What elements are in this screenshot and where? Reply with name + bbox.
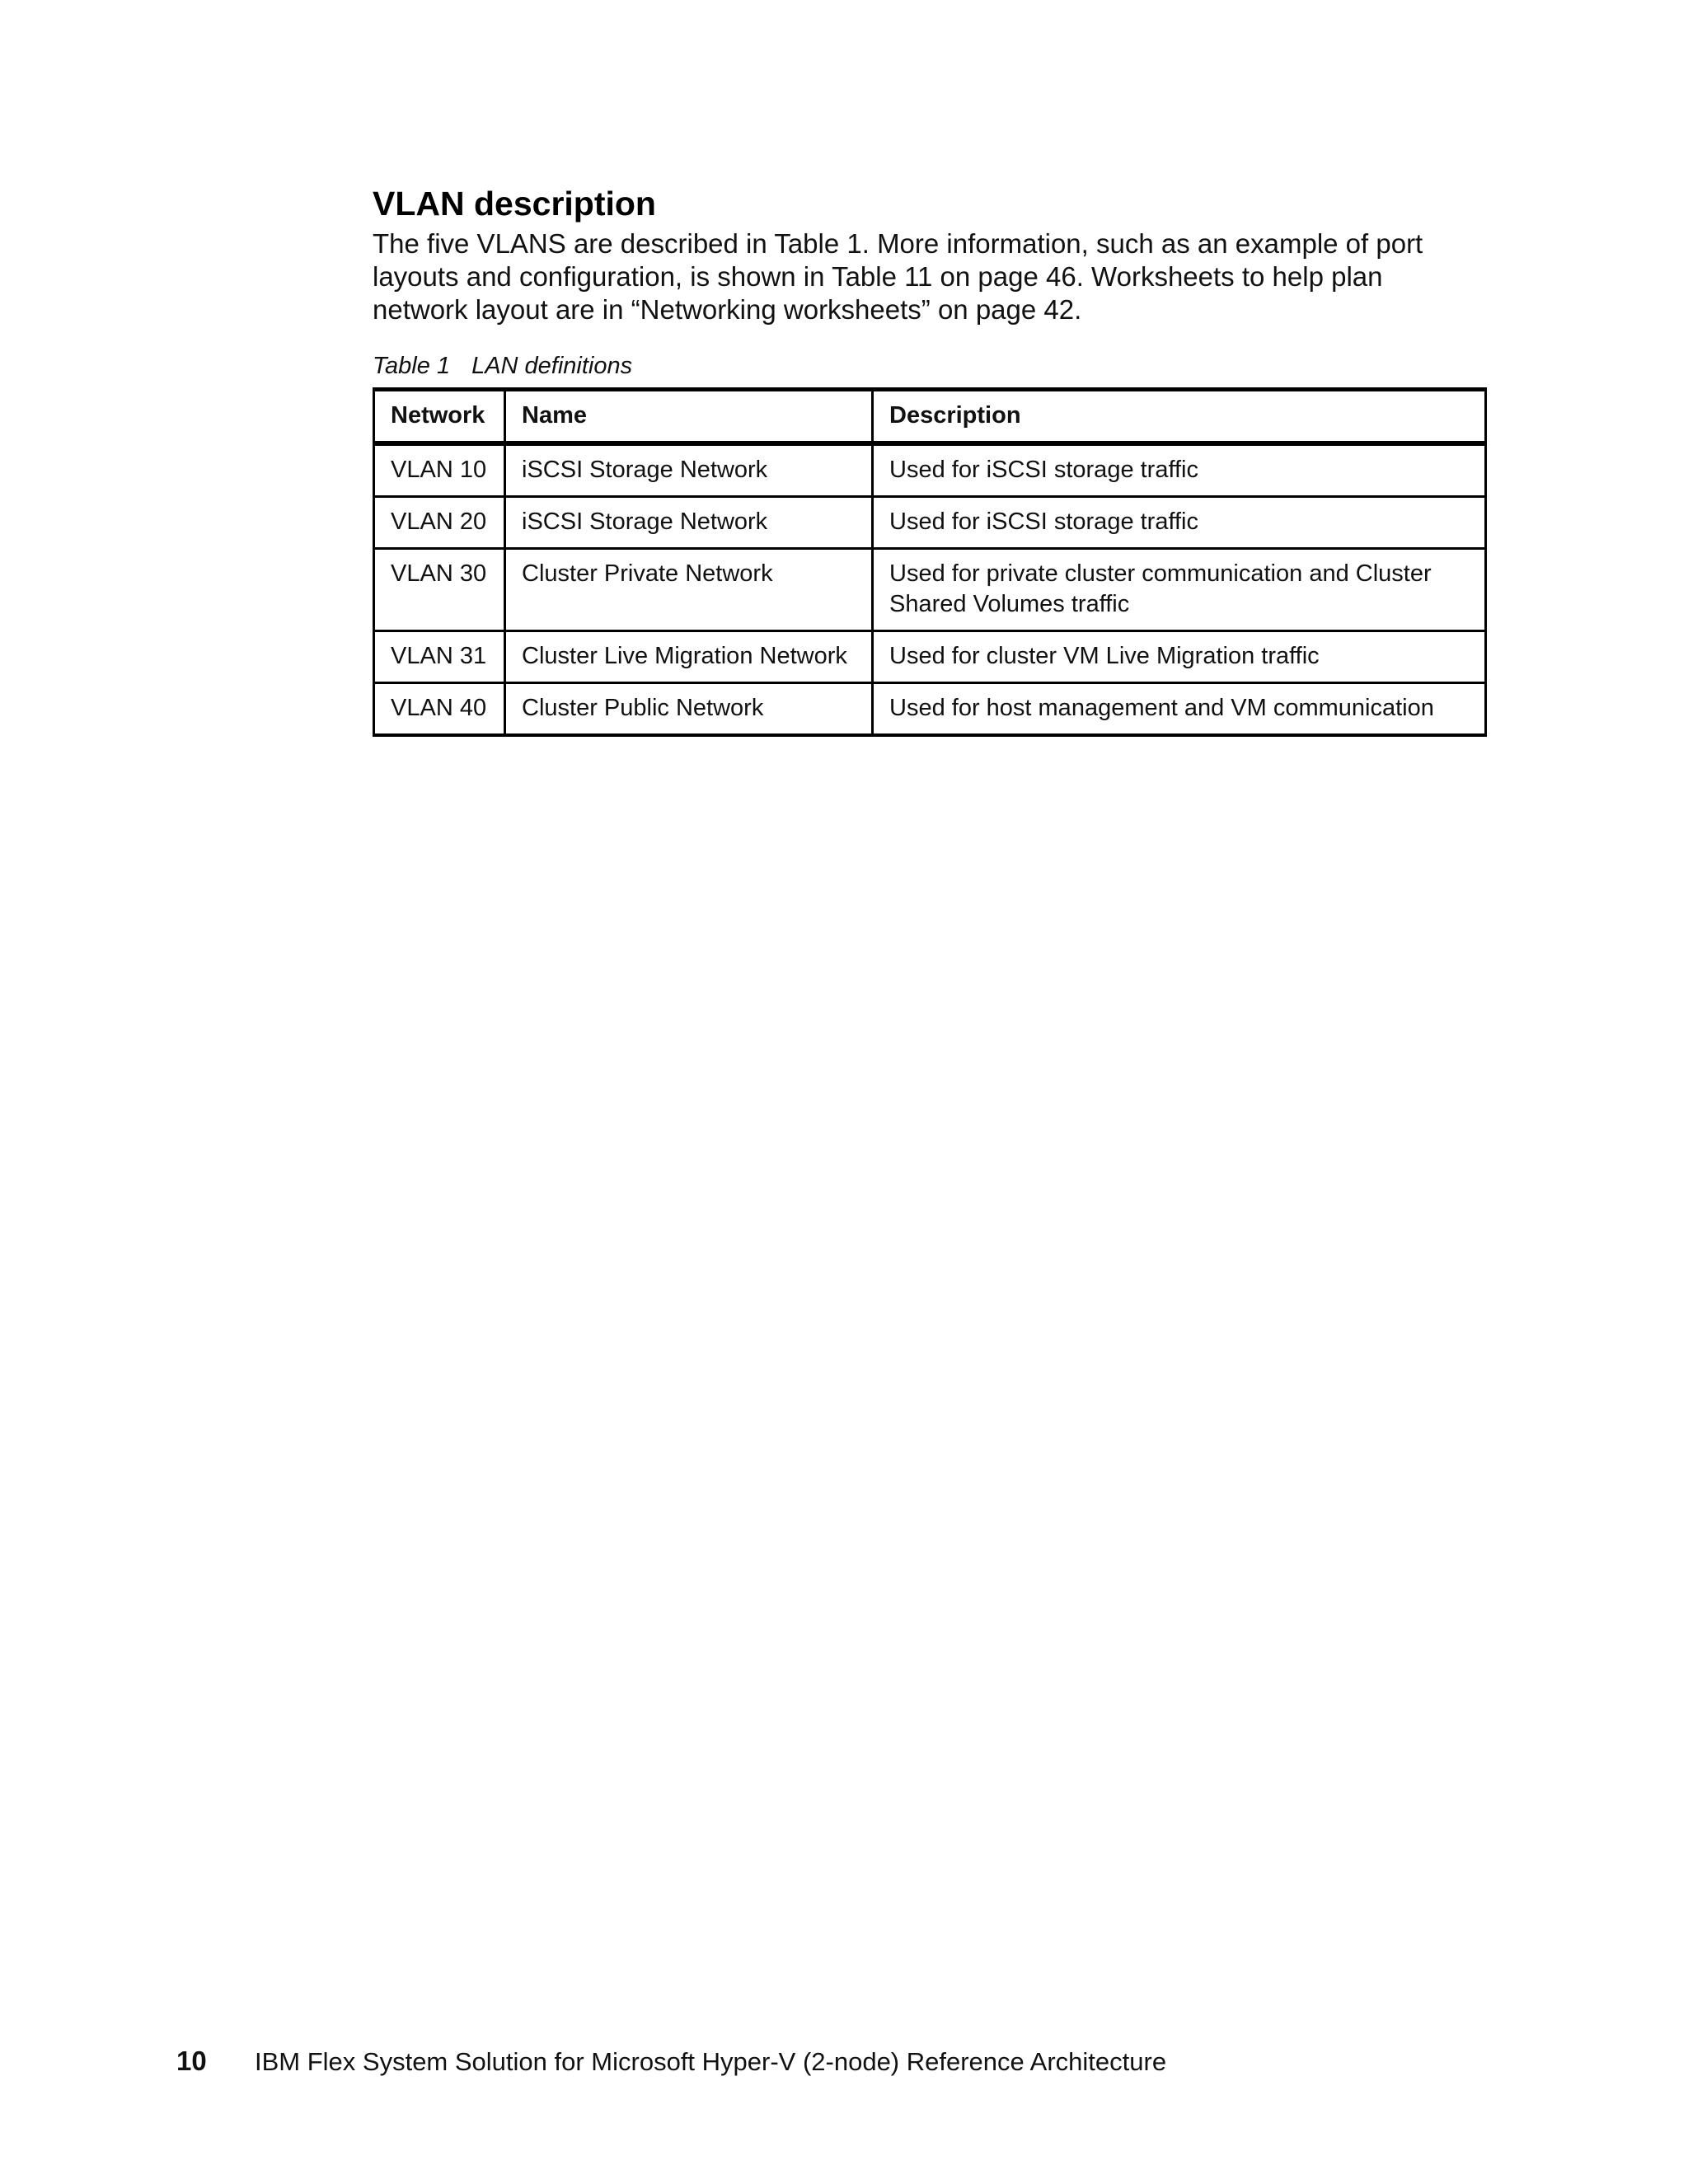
section-heading: VLAN description [373, 185, 656, 223]
cell-name: Cluster Live Migration Network [505, 631, 873, 683]
cell-network: VLAN 20 [374, 497, 505, 549]
cell-description: Used for iSCSI storage traffic [873, 497, 1486, 549]
table-caption [373, 351, 1485, 381]
body-paragraph: The five VLANS are described in Table 1. More information, such as an example of port layouts and configuration, is shown in Table 11 on page 46. Worksheets to help plan network layout are in “Networking worksheets” on page 42. [373, 228, 1423, 325]
table-row [374, 631, 1486, 683]
cell-network: VLAN 31 [374, 631, 505, 683]
main-content [373, 183, 1485, 737]
table-caption-title: LAN definitions [471, 353, 633, 379]
cell-network: VLAN 30 [374, 549, 505, 631]
cell-description: Used for private cluster communication and Cluster Shared Volumes traffic [873, 549, 1486, 631]
page-number: 10 [176, 2046, 207, 2076]
cell-name: Cluster Private Network [505, 549, 873, 631]
column-header-description: Description [873, 390, 1486, 444]
column-header-name: Name [505, 390, 873, 444]
table-row [374, 443, 1486, 497]
cell-description: Used for cluster VM Live Migration traffic [873, 631, 1486, 683]
cell-name: Cluster Public Network [505, 683, 873, 736]
table-caption-number: Table 1 [373, 353, 451, 379]
footer-document-title: IBM Flex System Solution for Microsoft Hyper-V (2-node) Reference Architecture [255, 2047, 1167, 2076]
table-header-row [374, 390, 1486, 444]
cell-description: Used for iSCSI storage traffic [873, 443, 1486, 497]
cell-network: VLAN 40 [374, 683, 505, 736]
cell-name: iSCSI Storage Network [505, 443, 873, 497]
cell-description: Used for host management and VM communication [873, 683, 1486, 736]
cell-name: iSCSI Storage Network [505, 497, 873, 549]
page-footer [176, 2045, 1166, 2079]
column-header-network: Network [374, 390, 505, 444]
table-row [374, 497, 1486, 549]
table-row [374, 683, 1486, 736]
table-row [374, 549, 1486, 631]
cell-network: VLAN 10 [374, 443, 505, 497]
lan-definitions-table [373, 387, 1487, 737]
